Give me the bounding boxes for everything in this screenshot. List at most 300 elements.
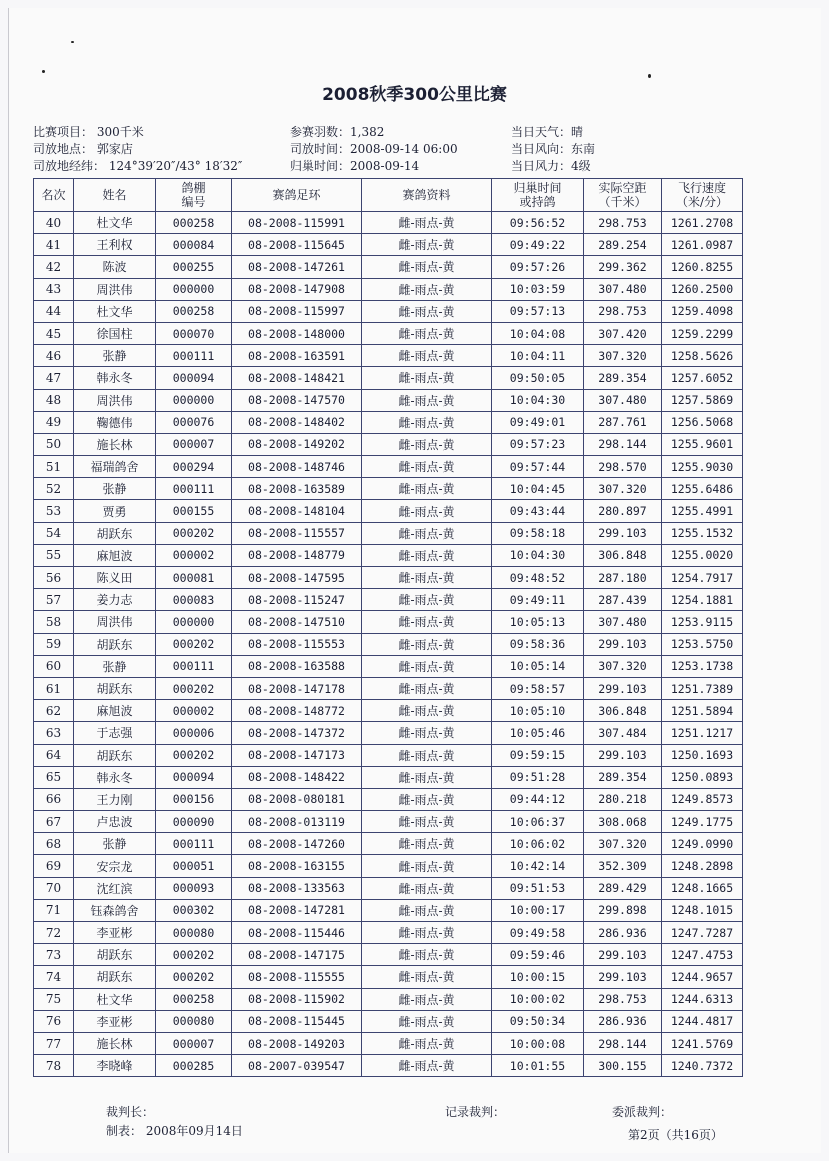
cell-ring: 08-2008-148779 <box>232 544 362 566</box>
cell-loft: 000255 <box>156 256 232 278</box>
cell-pigeon-info: 雌-雨点-黄 <box>362 367 492 389</box>
cell-ring: 08-2008-163591 <box>232 345 362 367</box>
cell-return-time: 10:00:17 <box>492 899 584 921</box>
cell-pigeon-info: 雌-雨点-黄 <box>362 322 492 344</box>
cell-loft: 000258 <box>156 212 232 234</box>
cell-speed: 1255.1532 <box>662 522 743 544</box>
cell-return-time: 10:05:14 <box>492 655 584 677</box>
cell-pigeon-info: 雌-雨点-黄 <box>362 567 492 589</box>
cell-return-time: 09:49:58 <box>492 922 584 944</box>
cell-rank: 53 <box>34 500 74 522</box>
cell-rank: 58 <box>34 611 74 633</box>
header-text: 赛鸽资料 <box>402 188 451 202</box>
cell-pigeon-info: 雌-雨点-黄 <box>362 1010 492 1032</box>
cell-distance: 286.936 <box>584 922 662 944</box>
cell-name: 王利权 <box>74 234 156 256</box>
cell-loft: 000002 <box>156 544 232 566</box>
table-row <box>34 899 743 921</box>
cell-name: 沈红滨 <box>74 877 156 899</box>
cell-pigeon-info: 雌-雨点-黄 <box>362 855 492 877</box>
cell-name: 钰森鸽舍 <box>74 899 156 921</box>
cell-return-time: 10:04:30 <box>492 389 584 411</box>
cell-name: 鞠德伟 <box>74 411 156 433</box>
cell-rank: 77 <box>34 1032 74 1054</box>
table-row <box>34 500 743 522</box>
cell-speed: 1255.9030 <box>662 456 743 478</box>
cell-rank: 61 <box>34 677 74 699</box>
header-ring <box>232 179 362 212</box>
cell-speed: 1250.0893 <box>662 766 743 788</box>
cell-return-time: 10:05:13 <box>492 611 584 633</box>
table-row <box>34 567 743 589</box>
cell-loft: 000202 <box>156 944 232 966</box>
cell-distance: 289.354 <box>584 367 662 389</box>
cell-loft: 000302 <box>156 899 232 921</box>
cell-rank: 71 <box>34 899 74 921</box>
table-row <box>34 345 743 367</box>
cell-pigeon-info: 雌-雨点-黄 <box>362 256 492 278</box>
cell-speed: 1255.4991 <box>662 500 743 522</box>
cell-pigeon-info: 雌-雨点-黄 <box>362 611 492 633</box>
table-row <box>34 456 743 478</box>
cell-pigeon-info: 雌-雨点-黄 <box>362 278 492 300</box>
cell-name: 姜力志 <box>74 589 156 611</box>
cell-loft: 000000 <box>156 278 232 300</box>
cell-distance: 307.320 <box>584 833 662 855</box>
cell-name: 胡跃东 <box>74 522 156 544</box>
cell-ring: 08-2008-013119 <box>232 811 362 833</box>
table-row <box>34 855 743 877</box>
cell-loft: 000083 <box>156 589 232 611</box>
cell-ring: 08-2008-115997 <box>232 300 362 322</box>
table-row <box>34 256 743 278</box>
cell-distance: 298.570 <box>584 456 662 478</box>
cell-pigeon-info: 雌-雨点-黄 <box>362 456 492 478</box>
cell-rank: 44 <box>34 300 74 322</box>
table-body <box>34 212 743 1077</box>
meta-entry-count: 参赛羽数：1,382 <box>290 125 385 139</box>
cell-ring: 08-2007-039547 <box>232 1055 362 1077</box>
cell-loft: 000000 <box>156 389 232 411</box>
cell-name: 杜文华 <box>74 212 156 234</box>
cell-speed: 1251.5894 <box>662 700 743 722</box>
cell-distance: 307.480 <box>584 389 662 411</box>
cell-rank: 51 <box>34 456 74 478</box>
cell-rank: 64 <box>34 744 74 766</box>
cell-pigeon-info: 雌-雨点-黄 <box>362 833 492 855</box>
table-row <box>34 278 743 300</box>
cell-pigeon-info: 雌-雨点-黄 <box>362 389 492 411</box>
cell-name: 李晓峰 <box>74 1055 156 1077</box>
cell-return-time: 10:00:08 <box>492 1032 584 1054</box>
cell-name: 胡跃东 <box>74 633 156 655</box>
cell-loft: 000202 <box>156 744 232 766</box>
cell-speed: 1261.0987 <box>662 234 743 256</box>
cell-return-time: 09:57:13 <box>492 300 584 322</box>
cell-ring: 08-2008-133563 <box>232 877 362 899</box>
scan-speck <box>71 41 74 43</box>
cell-pigeon-info: 雌-雨点-黄 <box>362 212 492 234</box>
cell-distance: 307.480 <box>584 278 662 300</box>
cell-name: 陈义田 <box>74 567 156 589</box>
header-text: 赛鸽足环 <box>272 188 321 202</box>
table-row <box>34 1032 743 1054</box>
cell-loft: 000076 <box>156 411 232 433</box>
cell-speed: 1250.1693 <box>662 744 743 766</box>
cell-name: 麻旭波 <box>74 544 156 566</box>
page-title: 2008秋季300公里比赛 <box>322 85 507 105</box>
cell-return-time: 09:44:12 <box>492 788 584 810</box>
cell-speed: 1258.5626 <box>662 345 743 367</box>
cell-loft: 000007 <box>156 433 232 455</box>
cell-name: 李亚彬 <box>74 922 156 944</box>
cell-distance: 287.761 <box>584 411 662 433</box>
cell-speed: 1241.5769 <box>662 1032 743 1054</box>
cell-distance: 300.155 <box>584 1055 662 1077</box>
cell-pigeon-info: 雌-雨点-黄 <box>362 966 492 988</box>
header-rank <box>34 179 74 212</box>
table-row <box>34 922 743 944</box>
scan-speck <box>648 74 651 78</box>
cell-ring: 08-2008-147281 <box>232 899 362 921</box>
cell-pigeon-info: 雌-雨点-黄 <box>362 1055 492 1077</box>
header-text: 编号 <box>181 195 206 209</box>
cell-return-time: 09:57:23 <box>492 433 584 455</box>
cell-loft: 000081 <box>156 567 232 589</box>
cell-ring: 08-2008-148421 <box>232 367 362 389</box>
cell-loft: 000084 <box>156 234 232 256</box>
cell-name: 杜文华 <box>74 988 156 1010</box>
cell-loft: 000080 <box>156 1010 232 1032</box>
cell-return-time: 10:06:02 <box>492 833 584 855</box>
cell-ring: 08-2008-148422 <box>232 766 362 788</box>
cell-distance: 298.753 <box>584 988 662 1010</box>
cell-loft: 000007 <box>156 1032 232 1054</box>
cell-return-time: 10:04:11 <box>492 345 584 367</box>
cell-speed: 1249.0990 <box>662 833 743 855</box>
cell-return-time: 09:49:11 <box>492 589 584 611</box>
cell-return-time: 09:51:28 <box>492 766 584 788</box>
cell-rank: 78 <box>34 1055 74 1077</box>
table-row <box>34 988 743 1010</box>
cell-return-time: 09:59:15 <box>492 744 584 766</box>
cell-distance: 352.309 <box>584 855 662 877</box>
cell-rank: 41 <box>34 234 74 256</box>
footer-made-date: 制表： 2008年09月14日 <box>106 1124 243 1138</box>
table-row <box>34 611 743 633</box>
cell-speed: 1248.1665 <box>662 877 743 899</box>
cell-rank: 54 <box>34 522 74 544</box>
table-row <box>34 212 743 234</box>
meta-wind-direction: 当日风向：东南 <box>511 142 596 156</box>
cell-rank: 47 <box>34 367 74 389</box>
cell-speed: 1240.7372 <box>662 1055 743 1077</box>
cell-name: 周洪伟 <box>74 389 156 411</box>
cell-return-time: 09:43:44 <box>492 500 584 522</box>
cell-name: 韩永冬 <box>74 367 156 389</box>
header-text: 归巢时间 <box>513 181 562 195</box>
cell-ring: 08-2008-115902 <box>232 988 362 1010</box>
cell-pigeon-info: 雌-雨点-黄 <box>362 811 492 833</box>
cell-distance: 299.103 <box>584 633 662 655</box>
cell-return-time: 09:49:01 <box>492 411 584 433</box>
cell-name: 施长林 <box>74 433 156 455</box>
table-row <box>34 700 743 722</box>
header-text: 姓名 <box>102 188 127 202</box>
cell-loft: 000111 <box>156 478 232 500</box>
cell-name: 杜文华 <box>74 300 156 322</box>
header-text: （米/分） <box>675 195 729 209</box>
table-row <box>34 389 743 411</box>
table-row <box>34 944 743 966</box>
cell-speed: 1249.1775 <box>662 811 743 833</box>
table-row <box>34 655 743 677</box>
cell-ring: 08-2008-163155 <box>232 855 362 877</box>
cell-ring: 08-2008-115991 <box>232 212 362 234</box>
cell-name: 于志强 <box>74 722 156 744</box>
cell-loft: 000258 <box>156 300 232 322</box>
footer-page-number: 第2页（共16页） <box>628 1128 723 1142</box>
cell-ring: 08-2008-149202 <box>232 433 362 455</box>
cell-pigeon-info: 雌-雨点-黄 <box>362 433 492 455</box>
cell-return-time: 10:00:02 <box>492 988 584 1010</box>
table-row <box>34 544 743 566</box>
cell-return-time: 10:06:37 <box>492 811 584 833</box>
cell-rank: 68 <box>34 833 74 855</box>
cell-speed: 1244.4817 <box>662 1010 743 1032</box>
cell-rank: 55 <box>34 544 74 566</box>
cell-name: 周洪伟 <box>74 278 156 300</box>
cell-pigeon-info: 雌-雨点-黄 <box>362 744 492 766</box>
cell-ring: 08-2008-147261 <box>232 256 362 278</box>
cell-name: 张静 <box>74 478 156 500</box>
cell-loft: 000202 <box>156 966 232 988</box>
cell-loft: 000202 <box>156 633 232 655</box>
header-text: （千米） <box>598 195 647 209</box>
footer-record-judge: 记录裁判： <box>445 1105 506 1119</box>
cell-ring: 08-2008-115555 <box>232 966 362 988</box>
cell-return-time: 09:59:46 <box>492 944 584 966</box>
cell-speed: 1248.1015 <box>662 899 743 921</box>
cell-speed: 1255.0020 <box>662 544 743 566</box>
cell-speed: 1244.6313 <box>662 988 743 1010</box>
cell-name: 王力刚 <box>74 788 156 810</box>
cell-ring: 08-2008-148402 <box>232 411 362 433</box>
cell-speed: 1255.6486 <box>662 478 743 500</box>
cell-pigeon-info: 雌-雨点-黄 <box>362 478 492 500</box>
cell-speed: 1247.4753 <box>662 944 743 966</box>
cell-speed: 1251.7389 <box>662 677 743 699</box>
table-row <box>34 522 743 544</box>
cell-ring: 08-2008-148772 <box>232 700 362 722</box>
cell-ring: 08-2008-147260 <box>232 833 362 855</box>
table-row <box>34 788 743 810</box>
cell-speed: 1256.5068 <box>662 411 743 433</box>
cell-ring: 08-2008-115645 <box>232 234 362 256</box>
cell-loft: 000111 <box>156 655 232 677</box>
meta-return-time: 归巢时间：2008-09-14 <box>290 159 420 173</box>
header-text: 或持鸽 <box>519 195 556 209</box>
cell-speed: 1257.6052 <box>662 367 743 389</box>
cell-rank: 46 <box>34 345 74 367</box>
cell-speed: 1255.9601 <box>662 433 743 455</box>
cell-rank: 67 <box>34 811 74 833</box>
cell-loft: 000202 <box>156 522 232 544</box>
cell-distance: 299.103 <box>584 744 662 766</box>
cell-speed: 1261.2708 <box>662 212 743 234</box>
cell-loft: 000111 <box>156 345 232 367</box>
table-row <box>34 677 743 699</box>
cell-name: 张静 <box>74 833 156 855</box>
cell-ring: 08-2008-148104 <box>232 500 362 522</box>
meta-release-place: 司放地点： 郭家店 <box>33 142 133 156</box>
cell-return-time: 09:50:05 <box>492 367 584 389</box>
cell-ring: 08-2008-147908 <box>232 278 362 300</box>
header-text: 名次 <box>41 188 66 202</box>
cell-name: 张静 <box>74 655 156 677</box>
cell-rank: 59 <box>34 633 74 655</box>
header-text: 实际空距 <box>598 181 647 195</box>
cell-distance: 308.068 <box>584 811 662 833</box>
meta-wind-force: 当日风力：4级 <box>511 159 591 173</box>
cell-ring: 08-2008-147178 <box>232 677 362 699</box>
cell-rank: 43 <box>34 278 74 300</box>
cell-ring: 08-2008-149203 <box>232 1032 362 1054</box>
cell-speed: 1259.4098 <box>662 300 743 322</box>
cell-loft: 000202 <box>156 677 232 699</box>
cell-distance: 306.848 <box>584 700 662 722</box>
cell-distance: 299.898 <box>584 899 662 921</box>
meta-race-item: 比赛项目： 300千米 <box>33 125 144 139</box>
cell-return-time: 10:04:30 <box>492 544 584 566</box>
cell-name: 胡跃东 <box>74 966 156 988</box>
cell-name: 张静 <box>74 345 156 367</box>
cell-loft: 000285 <box>156 1055 232 1077</box>
cell-loft: 000070 <box>156 322 232 344</box>
cell-pigeon-info: 雌-雨点-黄 <box>362 411 492 433</box>
cell-pigeon-info: 雌-雨点-黄 <box>362 500 492 522</box>
results-table <box>33 178 743 1077</box>
cell-loft: 000294 <box>156 456 232 478</box>
cell-name: 陈波 <box>74 256 156 278</box>
cell-return-time: 10:42:14 <box>492 855 584 877</box>
cell-distance: 299.103 <box>584 944 662 966</box>
table-row <box>34 589 743 611</box>
cell-loft: 000155 <box>156 500 232 522</box>
cell-loft: 000094 <box>156 766 232 788</box>
cell-return-time: 09:50:34 <box>492 1010 584 1032</box>
cell-name: 韩永冬 <box>74 766 156 788</box>
header-name <box>74 179 156 212</box>
cell-rank: 73 <box>34 944 74 966</box>
cell-rank: 49 <box>34 411 74 433</box>
table-row <box>34 1055 743 1077</box>
cell-return-time: 09:48:52 <box>492 567 584 589</box>
cell-ring: 08-2008-147175 <box>232 944 362 966</box>
cell-pigeon-info: 雌-雨点-黄 <box>362 988 492 1010</box>
cell-ring: 08-2008-163588 <box>232 655 362 677</box>
cell-ring: 08-2008-115557 <box>232 522 362 544</box>
cell-distance: 299.103 <box>584 522 662 544</box>
cell-pigeon-info: 雌-雨点-黄 <box>362 633 492 655</box>
cell-distance: 298.144 <box>584 433 662 455</box>
cell-ring: 08-2008-163589 <box>232 478 362 500</box>
cell-rank: 45 <box>34 322 74 344</box>
cell-speed: 1257.5869 <box>662 389 743 411</box>
cell-return-time: 10:01:55 <box>492 1055 584 1077</box>
table-row <box>34 744 743 766</box>
cell-loft: 000156 <box>156 788 232 810</box>
cell-rank: 62 <box>34 700 74 722</box>
meta-weather: 当日天气：晴 <box>511 125 584 139</box>
cell-return-time: 10:03:59 <box>492 278 584 300</box>
table-row <box>34 811 743 833</box>
meta-release-coords: 司放地经纬： 124°39′20″/43° 18′32″ <box>33 159 243 173</box>
cell-distance: 286.936 <box>584 1010 662 1032</box>
scan-speck <box>42 70 45 73</box>
cell-name: 李亚彬 <box>74 1010 156 1032</box>
cell-name: 福瑞鸽舍 <box>74 456 156 478</box>
cell-distance: 307.320 <box>584 655 662 677</box>
cell-return-time: 10:05:10 <box>492 700 584 722</box>
cell-rank: 72 <box>34 922 74 944</box>
cell-pigeon-info: 雌-雨点-黄 <box>362 589 492 611</box>
cell-distance: 298.144 <box>584 1032 662 1054</box>
cell-pigeon-info: 雌-雨点-黄 <box>362 677 492 699</box>
cell-rank: 69 <box>34 855 74 877</box>
cell-return-time: 09:57:26 <box>492 256 584 278</box>
cell-rank: 57 <box>34 589 74 611</box>
footer-appointed-judge: 委派裁判： <box>612 1105 673 1119</box>
cell-name: 胡跃东 <box>74 744 156 766</box>
cell-rank: 40 <box>34 212 74 234</box>
cell-return-time: 09:49:22 <box>492 234 584 256</box>
cell-ring: 08-2008-147372 <box>232 722 362 744</box>
cell-distance: 299.103 <box>584 677 662 699</box>
cell-return-time: 09:58:36 <box>492 633 584 655</box>
cell-rank: 42 <box>34 256 74 278</box>
cell-rank: 63 <box>34 722 74 744</box>
cell-distance: 307.480 <box>584 611 662 633</box>
cell-pigeon-info: 雌-雨点-黄 <box>362 234 492 256</box>
cell-rank: 56 <box>34 567 74 589</box>
cell-loft: 000002 <box>156 700 232 722</box>
table-row <box>34 234 743 256</box>
cell-rank: 70 <box>34 877 74 899</box>
cell-rank: 50 <box>34 433 74 455</box>
table-row <box>34 322 743 344</box>
table-row <box>34 300 743 322</box>
table-row <box>34 766 743 788</box>
cell-return-time: 09:56:52 <box>492 212 584 234</box>
table-row <box>34 1010 743 1032</box>
cell-speed: 1253.5750 <box>662 633 743 655</box>
cell-loft: 000258 <box>156 988 232 1010</box>
cell-pigeon-info: 雌-雨点-黄 <box>362 300 492 322</box>
cell-distance: 307.484 <box>584 722 662 744</box>
cell-return-time: 09:58:18 <box>492 522 584 544</box>
table-row <box>34 722 743 744</box>
cell-distance: 299.103 <box>584 966 662 988</box>
table-row <box>34 411 743 433</box>
cell-distance: 298.753 <box>584 300 662 322</box>
cell-speed: 1247.7287 <box>662 922 743 944</box>
cell-pigeon-info: 雌-雨点-黄 <box>362 788 492 810</box>
cell-speed: 1244.9657 <box>662 966 743 988</box>
cell-return-time: 10:00:15 <box>492 966 584 988</box>
cell-speed: 1254.7917 <box>662 567 743 589</box>
cell-speed: 1260.2500 <box>662 278 743 300</box>
